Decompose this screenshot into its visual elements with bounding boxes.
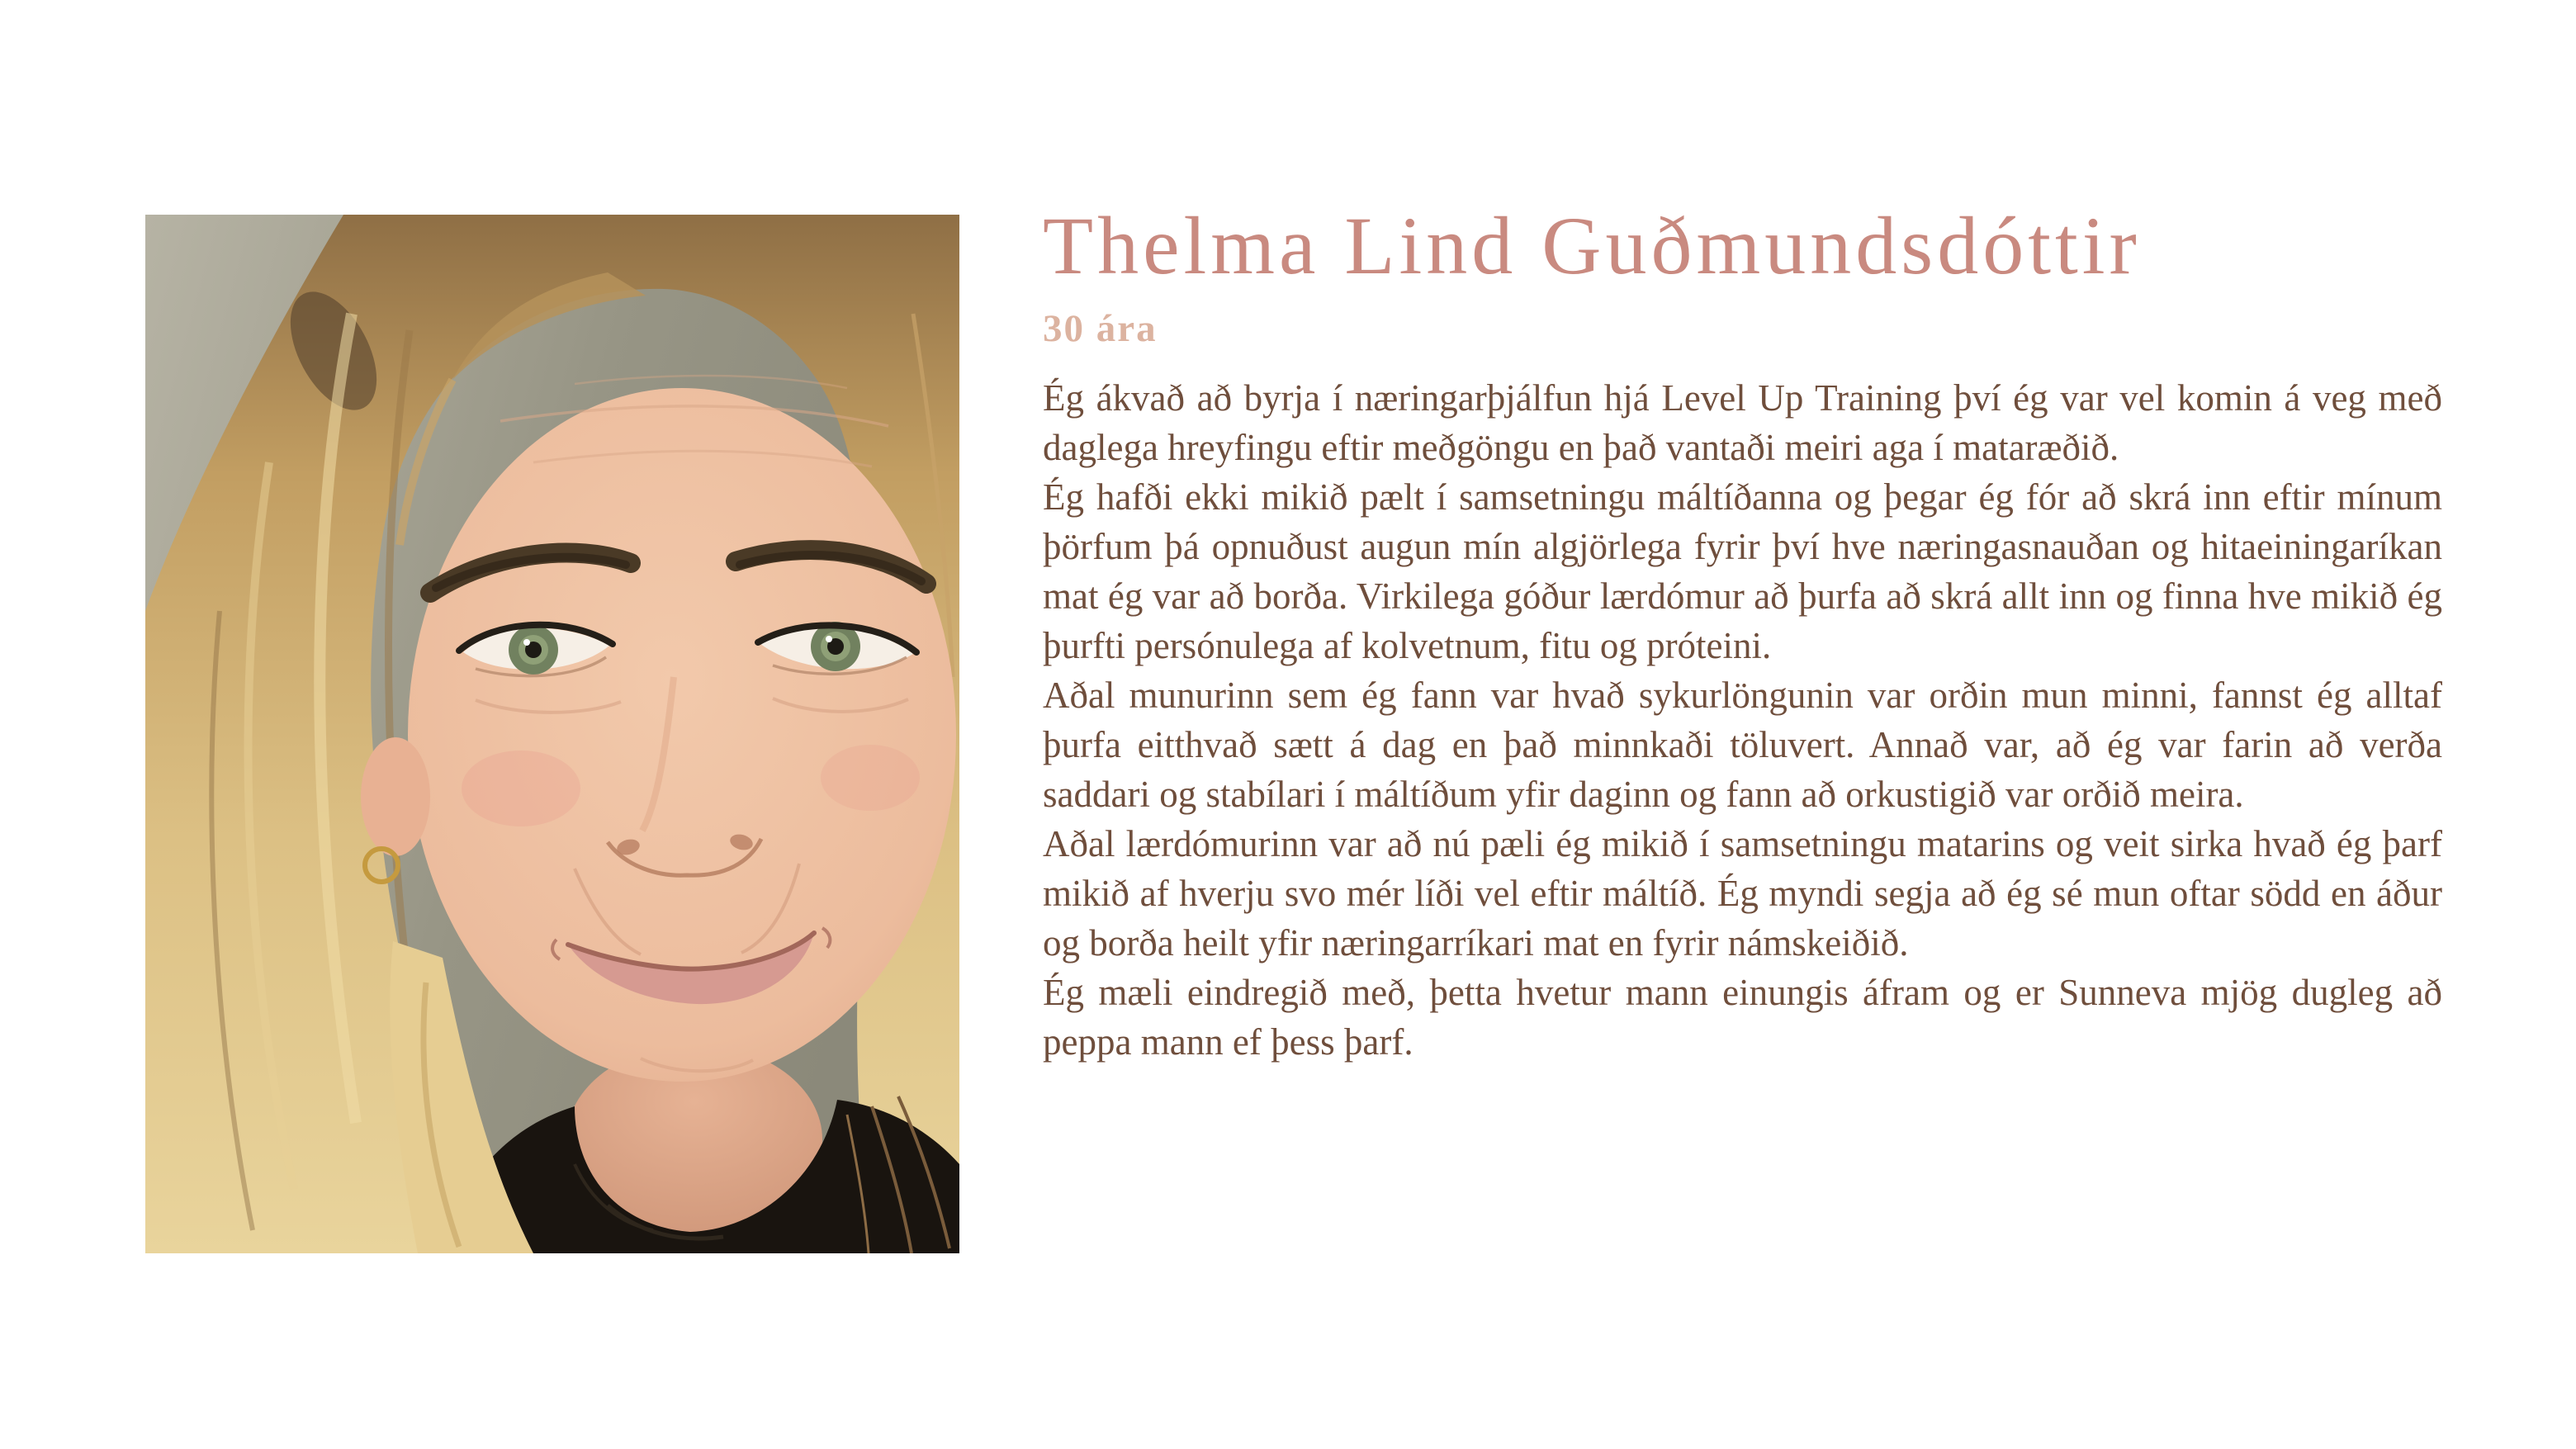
testimonial-paragraph: Ég ákvað að byrja í næringarþjálfun hjá Level Up Training því ég var vel komin á veg með daglega hreyfingu eftir meðgöngu en það vantaði meiri aga í mataræðið. (1043, 377, 2442, 468)
testimonial-paragraph: Aðal munurinn sem ég fann var hvað sykurlöngunin var orðin mun minni, fannst ég alltaf þurfa eitthvað sætt á dag en það minnkaði töluvert. Annað var, að ég var farin að verða saddari og stabílari í máltíðum yfir daginn og fann að orkustigið var orðið meira. (1043, 675, 2442, 815)
testimonial-paragraph: Ég mæli eindregið með, þetta hvetur mann einungis áfram og er Sunneva mjög dugleg að peppa mann ef þess þarf. (1043, 972, 2442, 1063)
testimonial-body (1043, 373, 2442, 1067)
testimonial-paragraph: Aðal lærdómurinn var að nú pæli ég mikið í samsetningu matarins og veit sirka hvað ég þarf mikið af hverju svo mér líði vel eftir máltíð. Ég myndi segja að ég sé mun oftar södd en áður og borða heilt yfir næringarríkari mat en fyrir námskeiðið. (1043, 823, 2442, 964)
testimonial-paragraph: Ég hafði ekki mikið pælt í samsetningu máltíðanna og þegar ég fór að skrá inn eftir mínum þörfum þá opnuðust augun mín algjörlega fyrir því hve næringasnauðan og hitaeiningaríkan mat ég var að borða. Virkilega góður lærdómur að þurfa að skrá allt inn og finna hve mikið ég þurfti persónulega af kolvetnum, fitu og próteini. (1043, 476, 2442, 666)
profile-age: 30 ára (1043, 307, 1158, 350)
portrait-photo (145, 215, 959, 1253)
testimonial-text-column (1043, 200, 2442, 1067)
portrait-illustration (145, 215, 959, 1253)
profile-name: Thelma Lind Guðmundsdóttir (1043, 200, 2141, 291)
